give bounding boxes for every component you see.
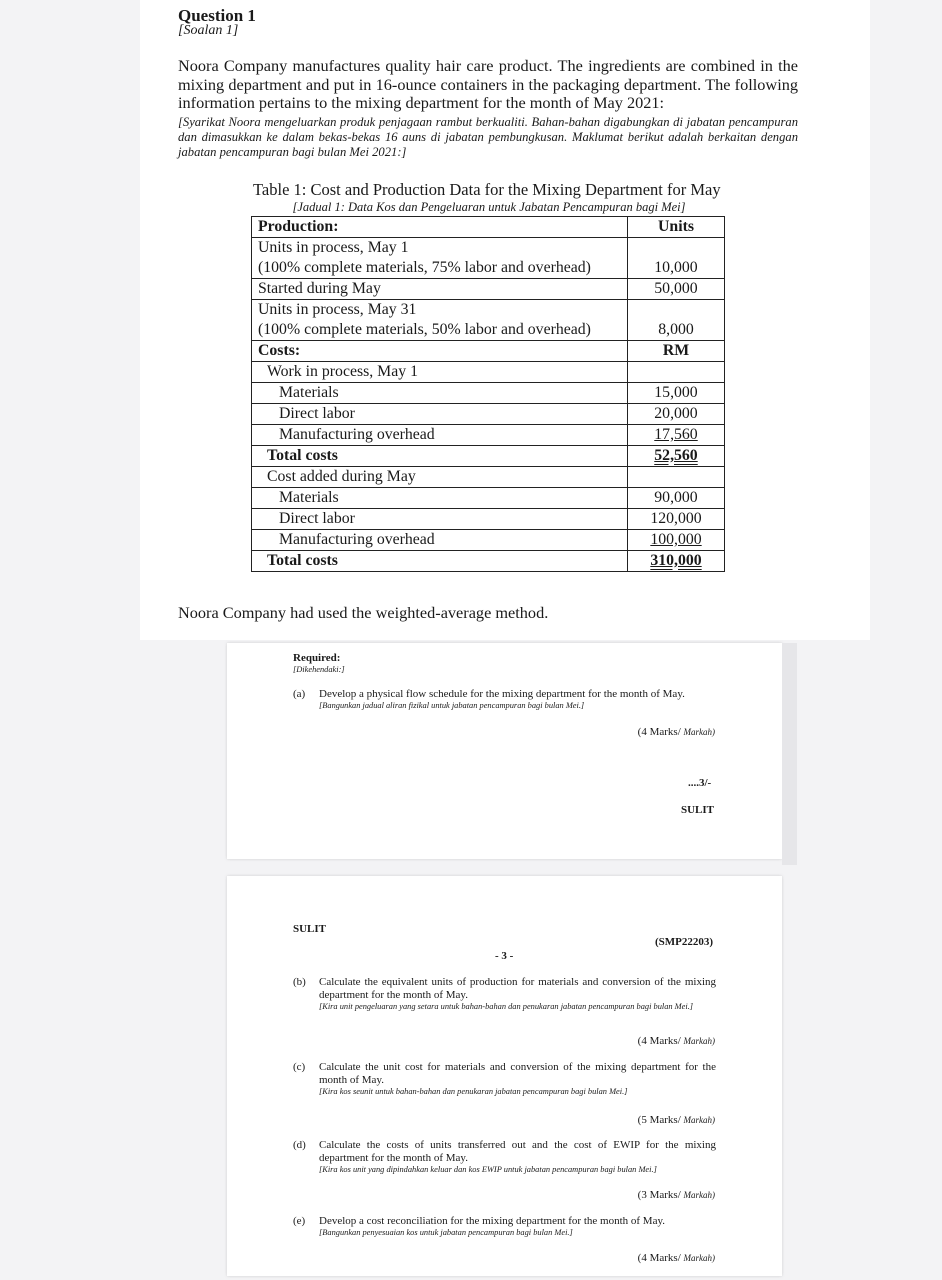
wip-may31-detail: (100% complete materials, 50% labor and overhead) bbox=[258, 321, 591, 338]
bwip-labor-value: 20,000 bbox=[628, 404, 725, 425]
wip-may31-label: Units in process, May 31 bbox=[258, 301, 417, 318]
required-title-ms: [Dikehendaki:] bbox=[293, 665, 345, 674]
wip-may31-cell bbox=[252, 300, 628, 341]
table-row bbox=[252, 300, 725, 341]
question-title-ms: [Soalan 1] bbox=[178, 23, 239, 38]
page-card-1 bbox=[227, 643, 782, 859]
question-b-ms: [Kira unit pengeluaran yang setara untuk bahan-bahan dan penukaran jabatan pencampuran bagi bulan Mei.] bbox=[319, 1002, 694, 1011]
table-row bbox=[252, 279, 725, 300]
question-b-marks: (4 Marks/ Markah) bbox=[637, 1035, 715, 1047]
added-total-label: Total costs bbox=[252, 551, 628, 572]
page-number: - 3 - bbox=[495, 950, 514, 962]
question-e-text: Develop a cost reconciliation for the mixing department for the month of May. bbox=[319, 1215, 665, 1227]
bwip-materials-value: 15,000 bbox=[628, 383, 725, 404]
question-d-text: Calculate the costs of units transferred out and the cost of EWIP for the mixing department for the month of May. bbox=[319, 1139, 716, 1164]
question-a-ms: [Bangunkan jadual aliran fizikal untuk jabatan pencampuran bagi bulan Mei.] bbox=[319, 701, 585, 710]
wip-may1-units: 10,000 bbox=[628, 238, 725, 279]
question-intro-ms: [Syarikat Noora mengeluarkan produk penjagaan rambut berkualiti. Bahan-bahan digabungkan di jabatan pencampuran dan dimasukkan ke dalam bekas-bekas 16 auns di jabatan pembungkusan. Maklumat berikut adalah berkaitan dengan jabatan pencampuran bagi bulan Mei 2021:] bbox=[178, 115, 798, 159]
bwip-total-label: Total costs bbox=[252, 446, 628, 467]
course-code: (SMP22203) bbox=[655, 936, 714, 948]
question-a-marks: (4 Marks/ Markah) bbox=[637, 726, 715, 738]
question-d-marks: (3 Marks/ Markah) bbox=[637, 1189, 715, 1201]
table-row bbox=[252, 383, 725, 404]
added-total-value: 310,000 bbox=[650, 552, 702, 569]
table-row bbox=[252, 488, 725, 509]
table-row bbox=[252, 217, 725, 238]
question-c-ms: [Kira kos seunit untuk bahan-bahan dan penukaran jabatan pencampuran bagi bulan Mei.] bbox=[319, 1087, 628, 1096]
question-intro: Noora Company manufactures quality hair care product. The ingredients are combined in the mixing department and put in 16-ounce containers in the packaging department. The following information pertains to the mixing department for the month of May 2021: bbox=[178, 56, 798, 112]
question-c bbox=[293, 1061, 716, 1097]
table-row bbox=[252, 238, 725, 279]
table-row bbox=[252, 530, 725, 551]
table-row bbox=[252, 509, 725, 530]
table-row bbox=[252, 362, 725, 383]
question-b bbox=[293, 976, 716, 1012]
table-row bbox=[252, 341, 725, 362]
side-band bbox=[782, 643, 797, 865]
question-d bbox=[293, 1139, 716, 1175]
sulit-header: SULIT bbox=[293, 923, 327, 935]
bwip-overhead-label: Manufacturing overhead bbox=[252, 425, 628, 446]
question-c-label: (c) bbox=[293, 1061, 306, 1073]
question-title: Question 1 bbox=[178, 6, 256, 25]
question-e bbox=[293, 1215, 716, 1238]
table-caption: Table 1: Cost and Production Data for the Mixing Department for May bbox=[253, 180, 721, 199]
wip-may31-units: 8,000 bbox=[628, 300, 725, 341]
rm-header: RM bbox=[628, 341, 725, 362]
units-header: Units bbox=[628, 217, 725, 238]
question-d-ms: [Kira kos unit yang dipindahkan keluar dan kos EWIP untuk jabatan pencampuran bagi bulan Mei.] bbox=[319, 1165, 657, 1174]
bwip-labor-label: Direct labor bbox=[252, 404, 628, 425]
empty-cell bbox=[628, 362, 725, 383]
table-row bbox=[252, 467, 725, 488]
costs-header: Costs: bbox=[252, 341, 628, 362]
bwip-overhead-value: 17,560 bbox=[654, 426, 698, 443]
bwip-total-value: 52,560 bbox=[654, 447, 698, 464]
added-labor-value: 120,000 bbox=[628, 509, 725, 530]
table-row bbox=[252, 551, 725, 572]
question-b-text: Calculate the equivalent units of production for materials and conversion of the mixing department for the month of May. bbox=[319, 976, 716, 1001]
sulit-footer: SULIT bbox=[681, 804, 715, 816]
cost-production-table bbox=[251, 216, 725, 572]
started-label: Started during May bbox=[252, 279, 628, 300]
production-header: Production: bbox=[252, 217, 628, 238]
method-note: Noora Company had used the weighted-average method. bbox=[178, 603, 549, 622]
question-b-label: (b) bbox=[293, 976, 306, 988]
question-c-marks: (5 Marks/ Markah) bbox=[637, 1114, 715, 1126]
added-overhead-label: Manufacturing overhead bbox=[252, 530, 628, 551]
table-row bbox=[252, 404, 725, 425]
question-d-label: (d) bbox=[293, 1139, 306, 1151]
question-a bbox=[293, 688, 716, 711]
added-materials-value: 90,000 bbox=[628, 488, 725, 509]
required-title: Required: bbox=[293, 652, 341, 664]
bwip-label: Work in process, May 1 bbox=[252, 362, 628, 383]
started-units: 50,000 bbox=[628, 279, 725, 300]
table-row bbox=[252, 425, 725, 446]
added-overhead-value: 100,000 bbox=[650, 531, 702, 548]
question-c-text: Calculate the unit cost for materials and conversion of the mixing department for the month of May. bbox=[319, 1061, 716, 1086]
question-a-text: Develop a physical flow schedule for the mixing department for the month of May. bbox=[319, 688, 685, 700]
wip-may1-label: Units in process, May 1 bbox=[258, 239, 409, 256]
question-e-marks: (4 Marks/ Markah) bbox=[637, 1252, 715, 1264]
question-e-ms: [Bangunkan penyesuaian kos untuk jabatan pencampuran bagi bulan Mei.] bbox=[319, 1228, 573, 1237]
table-row bbox=[252, 446, 725, 467]
added-labor-label: Direct labor bbox=[252, 509, 628, 530]
wip-may1-detail: (100% complete materials, 75% labor and overhead) bbox=[258, 259, 591, 276]
added-materials-label: Materials bbox=[252, 488, 628, 509]
table-caption-ms: [Jadual 1: Data Kos dan Pengeluaran untuk Jabatan Pencampuran bagi Mei] bbox=[292, 200, 686, 214]
bwip-materials-label: Materials bbox=[252, 383, 628, 404]
added-label: Cost added during May bbox=[252, 467, 628, 488]
continue-marker: ....3/- bbox=[688, 777, 712, 789]
question-e-label: (e) bbox=[293, 1215, 306, 1227]
empty-cell bbox=[628, 467, 725, 488]
question-a-label: (a) bbox=[293, 688, 306, 700]
wip-may1-cell bbox=[252, 238, 628, 279]
